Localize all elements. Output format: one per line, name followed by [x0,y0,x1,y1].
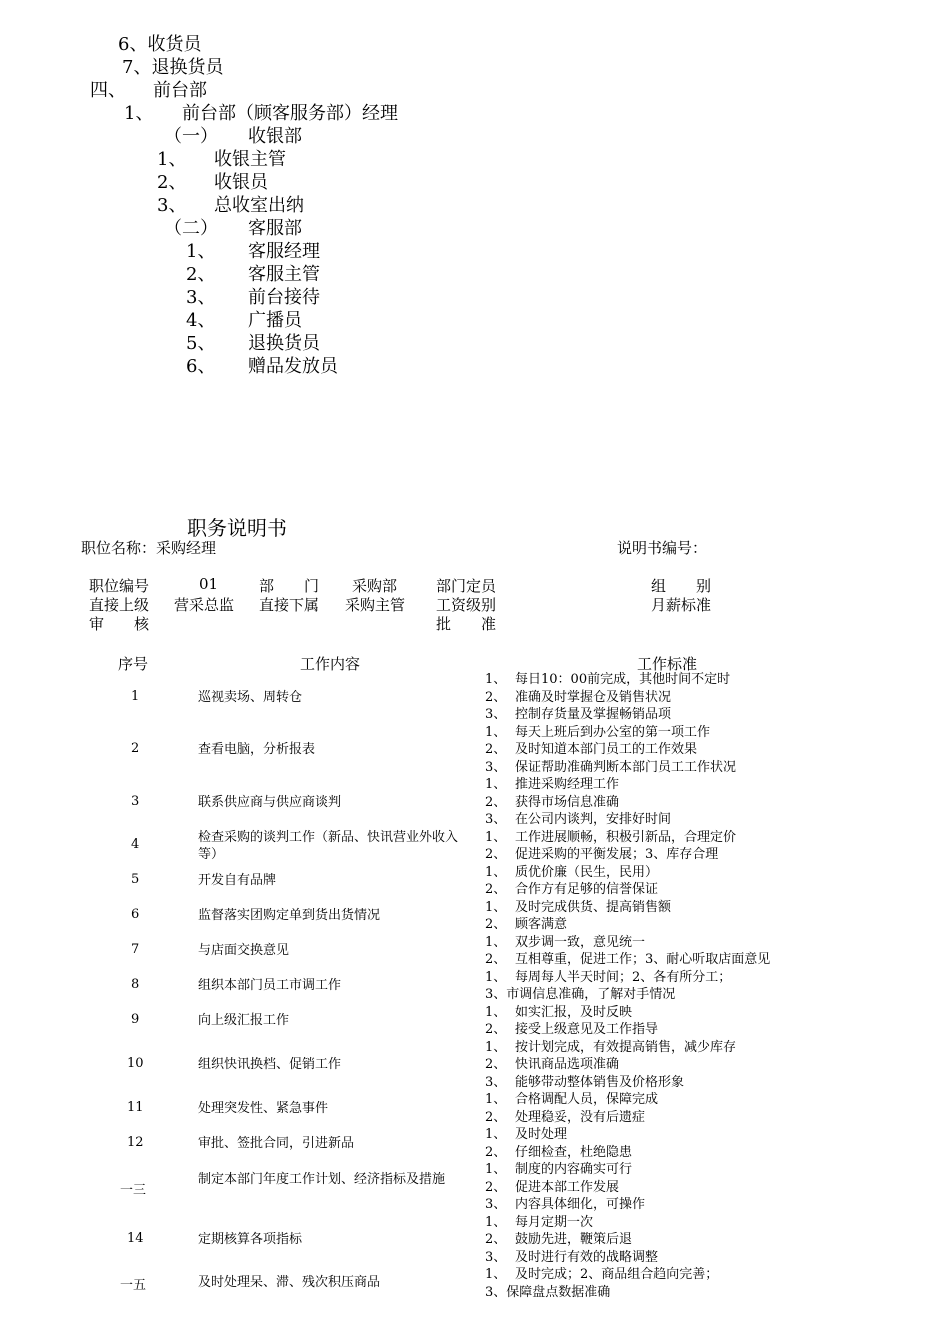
row-number: 2 [131,741,140,756]
row-content: 巡视卖场、周转仓 [198,690,303,705]
meta-label: 审 核 [89,615,150,633]
standard-line: 1、 每天上班后到办公室的第一项工作 [485,724,711,740]
row-content: 处理突发性、紧急事件 [198,1101,329,1116]
outline-item: 7、退换货员 [122,57,224,78]
standard-line: 1、 每周每人半天时间；2、各有所分工； [485,969,732,985]
row-number: 5 [131,872,140,887]
meta-label: 部门定员 [436,577,497,595]
standard-line: 2、 合作方有足够的信誉保证 [485,882,659,897]
standard-line: 1、 制度的内容确实可行 [485,1162,633,1177]
row-content: 及时处理呆、滞、残次积压商品 [198,1275,381,1290]
row-number: 4 [131,837,140,852]
header-standard: 工作标准 [637,655,698,673]
standard-line: 2、 顾客满意 [485,917,568,932]
outline-item-text: 收银部 [248,126,302,147]
meta-label: 职位编号 [89,577,150,595]
outline-item-text: 赠品发放员 [248,356,338,377]
row-content: 查看电脑，分析报表 [198,742,316,757]
standard-line: 2、 快讯商品选项准确 [485,1057,620,1072]
row-content: 联系供应商与供应商谈判 [198,795,342,810]
outline-item-text: 客服部 [248,218,302,239]
standard-line: 3、 在公司内谈判，安排好时间 [485,812,672,827]
outline-item: 1、 [186,241,216,262]
outline-item: 2、 [157,172,187,193]
outline-item: 四、 [90,80,126,101]
meta-value: 营采总监 [174,596,235,614]
standard-line: 1、 按计划完成，有效提高销售，减少库存 [485,1039,737,1055]
outline-item: 3、 [186,287,216,308]
standard-line: 3、 能够带动整体销售及价格形象 [485,1074,685,1090]
row-number: 11 [127,1100,144,1115]
outline-item: 4、 [186,310,216,331]
outline-item: 6、收货员 [118,34,202,55]
standard-line: 3、 内容具体细化，可操作 [485,1197,646,1212]
row-number: 1 [131,689,140,704]
outline-item: 6、 [186,356,216,377]
standard-line: 1、 每日10：00前完成，其他时间不定时 [485,672,731,687]
outline-item-text: 广播员 [248,310,302,331]
row-content: 向上级汇报工作 [198,1013,290,1028]
row-content: 检查采购的谈判工作（新品、快讯营业外收入等） [198,830,459,862]
meta-value: 采购部 [352,577,398,595]
row-number: 一五 [120,1278,147,1293]
standard-line: 1、 质优价廉（民生，民用） [485,864,659,880]
row-content: 组织本部门员工市调工作 [198,978,342,993]
row-number: 7 [131,942,140,957]
standard-line: 1、 推进采购经理工作 [485,777,620,792]
standard-line: 3、 控制存货量及掌握畅销品项 [485,707,672,722]
row-number: 14 [127,1231,144,1246]
meta-label: 组 别 [651,577,712,595]
meta-label: 直接下属 [259,596,320,614]
work-standards-column [485,671,770,1301]
row-number: 10 [127,1056,144,1071]
row-content: 开发自有品牌 [198,873,277,888]
standard-line: 1、 每月定期一次 [485,1214,594,1230]
row-number: 一三 [120,1183,147,1198]
outline-item: 5、 [186,333,216,354]
standard-line: 1、 及时处理 [485,1127,568,1142]
outline-item-text: 客服主管 [248,264,320,285]
meta-label: 部 门 [259,577,320,595]
row-content: 定期核算各项指标 [198,1232,303,1247]
standard-line: 2、 促进本部工作发展 [485,1179,620,1195]
outline-item-text: 前台接待 [248,287,320,308]
standard-line: 1、 工作进展顺畅，积极引新品，合理定价 [485,829,737,845]
meta-value: 01 [199,575,219,593]
meta-label: 直接上级 [89,596,150,614]
standard-line: 3、 保证帮助准确判断本部门员工工作状况 [485,759,737,775]
standard-line: 1、 合格调配人员，保障完成 [485,1092,659,1107]
row-content: 组织快讯换档、促销工作 [198,1057,342,1072]
row-content: 与店面交换意见 [198,943,290,958]
standard-line: 1、 及时完成；2、商品组合趋向完善； [485,1267,719,1282]
meta-value: 采购主管 [345,596,406,614]
standard-line: 3、保障盘点数据准确 [485,1284,611,1300]
standard-line: 1、 及时完成供货、提高销售额 [485,899,672,915]
row-number: 8 [131,977,140,992]
row-content: 监督落实团购定单到货出货情况 [198,908,381,923]
row-number: 9 [131,1012,140,1027]
outline-item: 1、 [124,103,154,124]
row-number: 6 [131,907,140,922]
standard-line: 3、 及时进行有效的战略调整 [485,1249,659,1265]
standard-line: 2、 准确及时掌握仓及销售状况 [485,689,672,705]
outline-item-text: 收银主管 [214,149,286,170]
outline-item-text: 客服经理 [248,241,320,262]
outline-item-text: 总收室出纳 [214,195,304,216]
standard-line: 2、 处理稳妥，没有后遗症 [485,1109,646,1125]
header-content: 工作内容 [300,655,361,673]
standard-line: 1、 双步调一致，意见统一 [485,934,646,950]
row-number: 3 [131,794,140,809]
outline-item-text: 退换货员 [248,333,320,354]
standard-line: 2、 鼓励先进，鞭策后退 [485,1232,633,1247]
row-content: 制定本部门年度工作计划、经济指标及措施 [198,1172,446,1187]
outline-item: 1、 [157,149,187,170]
outline-item-text: 前台部（顾客服务部）经理 [182,103,398,124]
outline-item: （二） [164,218,218,239]
standard-line: 2、 互相尊重，促进工作；3、耐心听取店面意见 [485,952,771,967]
outline-item: 3、 [157,195,187,216]
meta-label: 批 准 [436,615,497,633]
outline-item-text: 收银员 [214,172,268,193]
outline-item: （一） [164,126,218,147]
standard-line: 1、 如实汇报，及时反映 [485,1004,633,1020]
header-seq: 序号 [118,655,149,673]
standard-line: 3、市调信息准确，了解对手情况 [485,987,676,1002]
outline-item-text: 前台部 [153,80,207,101]
position-name: 职位名称：采购经理 [81,539,217,557]
meta-label: 工资级别 [436,596,497,614]
document-title: 职务说明书 [187,516,287,540]
meta-label: 月薪标准 [651,596,712,614]
document-number-label: 说明书编号： [617,539,708,557]
standard-line: 2、 获得市场信息准确 [485,794,620,810]
standard-line: 2、 接受上级意见及工作指导 [485,1022,659,1037]
row-content: 审批、签批合同，引进新品 [198,1136,355,1151]
standard-line: 2、 促进采购的平衡发展；3、库存合理 [485,847,719,862]
outline-item: 2、 [186,264,216,285]
standard-line: 2、 及时知道本部门员工的工作效果 [485,742,698,757]
row-number: 12 [127,1135,144,1150]
standard-line: 2、 仔细检查，杜绝隐患 [485,1144,633,1160]
